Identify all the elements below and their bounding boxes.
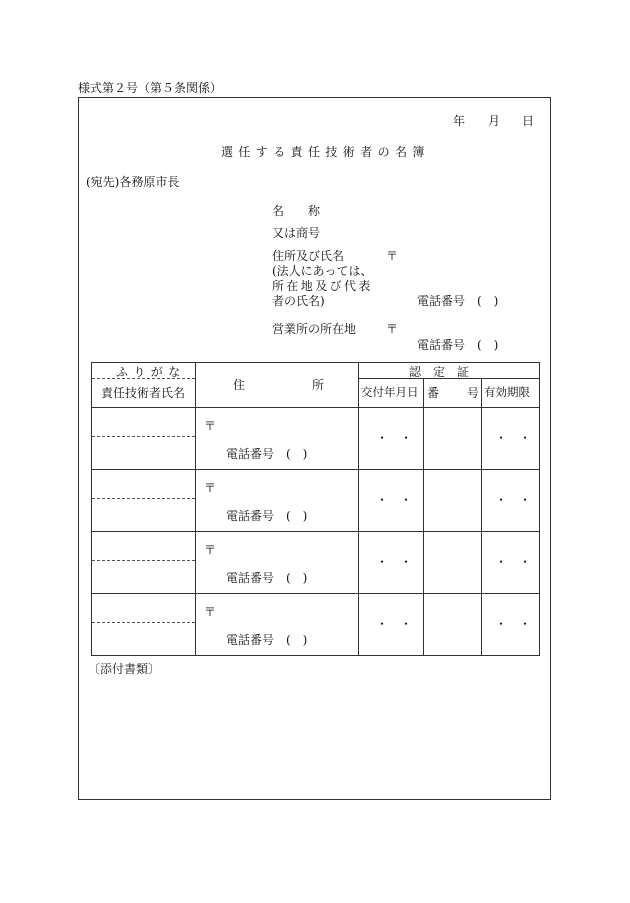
attachments-label: 〔添付書類〕 xyxy=(88,662,161,676)
row-expiry: ・ ・ xyxy=(495,617,532,631)
form-number: 様式第２号（第５条関係） xyxy=(78,81,223,95)
issue-date-header: 交付年月日 xyxy=(361,385,419,399)
addressee: (宛先)各務原市長 xyxy=(86,175,180,189)
office-postal-mark: 〒 xyxy=(386,322,399,336)
row-expiry: ・ ・ xyxy=(495,431,532,445)
applicant-phone-label: 電話番号 ( ) xyxy=(417,294,499,308)
corp-note-line3: 者の氏名) xyxy=(272,294,325,308)
address-header-cell xyxy=(196,363,359,408)
furigana-header: ふりがな xyxy=(116,365,186,379)
table-row xyxy=(92,408,540,470)
row-issue-date: ・ ・ xyxy=(376,555,413,569)
date-year: 年 xyxy=(453,114,466,128)
expiry-header: 有効期限 xyxy=(484,385,530,399)
row-expiry: ・ ・ xyxy=(495,493,532,507)
row-phone-label: 電話番号 ( ) xyxy=(226,571,308,585)
technician-name-header: 責任技術者氏名 xyxy=(101,386,186,400)
row-expiry: ・ ・ xyxy=(495,555,532,569)
row-phone-label: 電話番号 ( ) xyxy=(226,447,308,461)
row-phone-label: 電話番号 ( ) xyxy=(226,509,308,523)
row-issue-date: ・ ・ xyxy=(376,617,413,631)
address-header-1: 住 xyxy=(233,378,246,392)
number-header-1: 番 xyxy=(427,386,440,400)
row-postal-mark: 〒 xyxy=(204,481,217,495)
technician-table xyxy=(91,362,540,656)
date-day: 日 xyxy=(522,114,535,128)
office-phone-label: 電話番号 ( ) xyxy=(417,338,499,352)
row-postal-mark: 〒 xyxy=(204,605,217,619)
name-header-cell xyxy=(92,363,196,408)
row-issue-date: ・ ・ xyxy=(376,493,413,507)
row-postal-mark: 〒 xyxy=(204,419,217,433)
date-month: 月 xyxy=(488,114,501,128)
table-row xyxy=(92,470,540,532)
address-name-label: 住所及び氏名 xyxy=(272,249,345,263)
form-title: 選任する責任技術者の名簿 xyxy=(221,145,430,159)
table-row xyxy=(92,594,540,656)
address-header-2: 所 xyxy=(312,378,325,392)
corp-note-line1: (法人にあっては、 xyxy=(272,264,373,278)
number-header-2: 号 xyxy=(467,386,480,400)
name-label: 名 称 xyxy=(272,204,321,218)
cert-header-cell xyxy=(359,363,540,408)
office-label: 営業所の所在地 xyxy=(272,322,357,336)
row-issue-date: ・ ・ xyxy=(376,431,413,445)
trade-name-label: 又は商号 xyxy=(272,226,321,240)
cert-header: 認 定 証 xyxy=(409,365,470,379)
applicant-postal-mark: 〒 xyxy=(386,249,399,263)
row-postal-mark: 〒 xyxy=(204,543,217,557)
corp-note-line2: 所在地及び代表 xyxy=(272,279,373,293)
row-phone-label: 電話番号 ( ) xyxy=(226,633,308,647)
table-row xyxy=(92,532,540,594)
